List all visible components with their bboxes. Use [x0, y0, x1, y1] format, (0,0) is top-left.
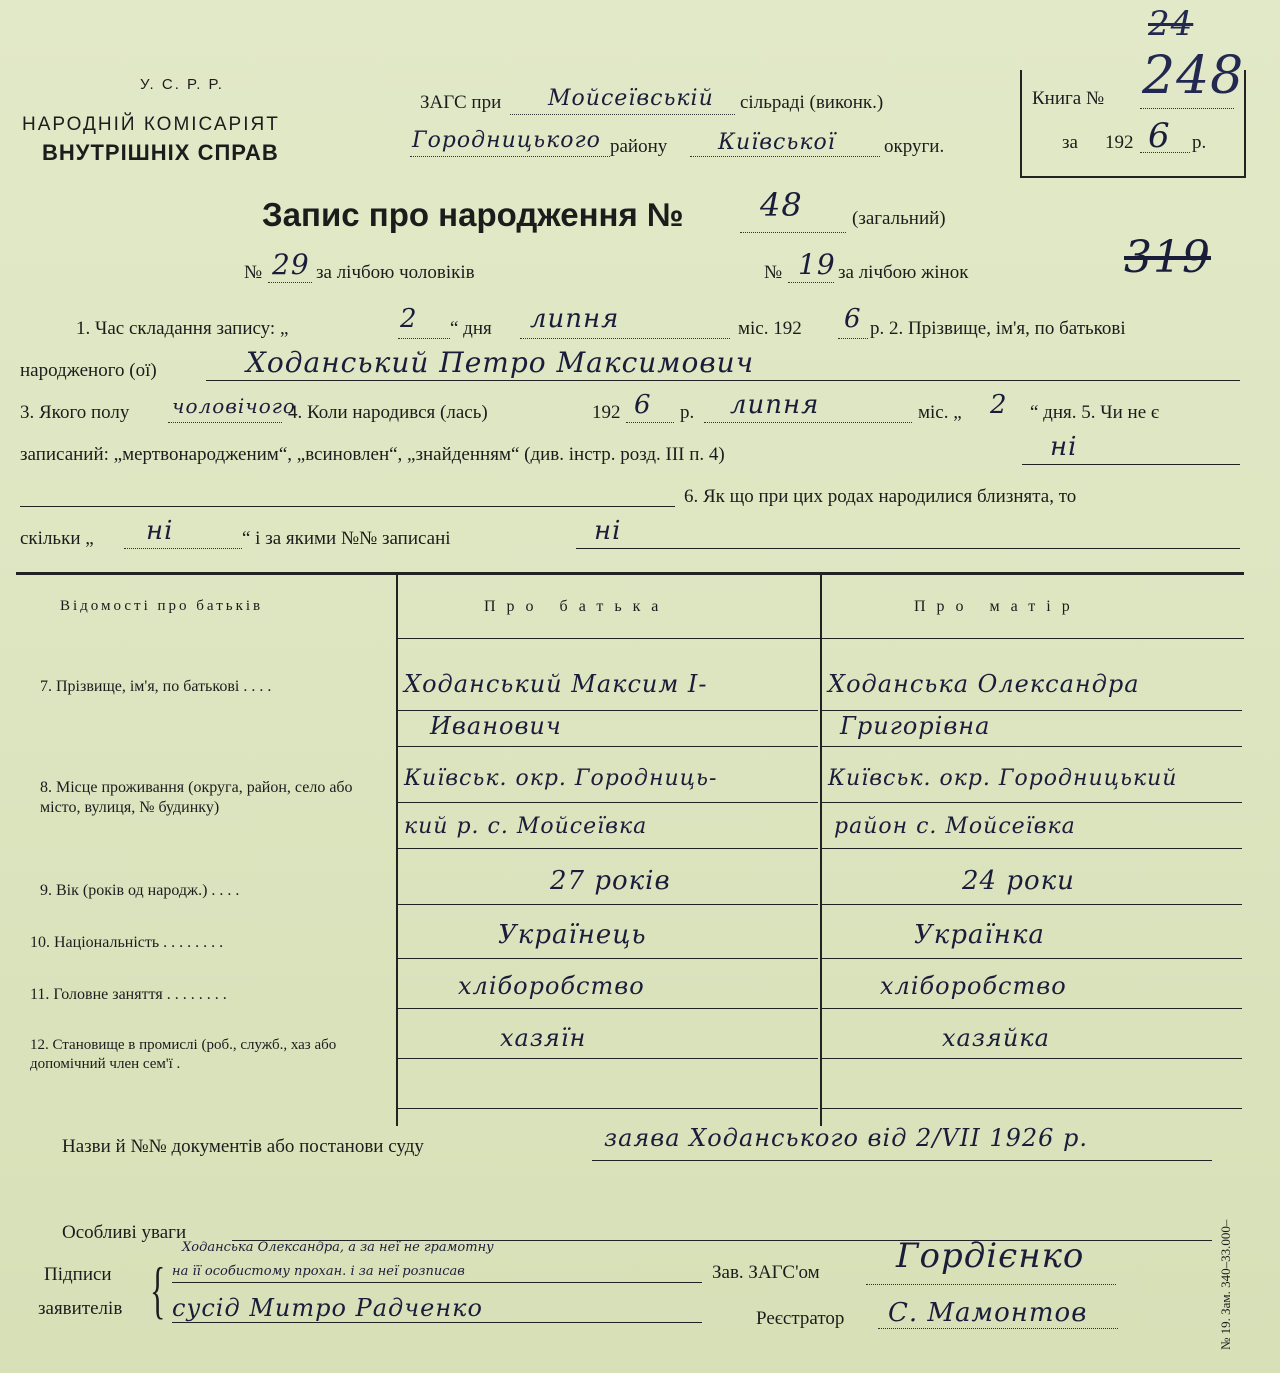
- row-11-mother-line: [822, 1008, 1242, 1009]
- book-dots: [1140, 108, 1234, 109]
- row-8-label: 8. Місце проживання (округа, район, село або місто, вулиця, № будинку): [40, 779, 353, 816]
- sex-label: 3. Якого полу: [20, 402, 130, 423]
- men-no: №: [244, 262, 263, 283]
- born-year-dots: [626, 422, 674, 423]
- row-8-father-line1: [398, 802, 818, 803]
- born-day: 2: [990, 390, 1008, 420]
- row-12-mother-line: [822, 1058, 1242, 1059]
- title-dots: [740, 232, 846, 233]
- child-name: Ходанський Петро Максимович: [246, 346, 755, 379]
- year-dots: [838, 338, 868, 339]
- silradi-label: сільраді (виконк.): [740, 92, 884, 113]
- stillborn-label: записаний: „мертвонародженим“, „всиновлен“, „знайденням“ (див. інстр. розд. III п. 4): [20, 444, 725, 465]
- row-7-mother-2: Григорівна: [840, 712, 991, 740]
- row-8-mother-line1: [822, 802, 1242, 803]
- day-dots: [398, 338, 450, 339]
- row-7-label: 7. Прізвище, ім'я, по батькові . . . .: [40, 678, 272, 695]
- row-12-father: хазяїн: [500, 1024, 587, 1052]
- born-year: 6: [634, 390, 652, 420]
- corner-struck-number: 319: [1124, 232, 1211, 283]
- docs-line: [592, 1160, 1212, 1161]
- row-7-mother-line2: [822, 746, 1242, 747]
- row-12-mother: хазяйка: [942, 1024, 1050, 1052]
- zags-value: Мойсеївській: [548, 86, 714, 111]
- zags-head-dots: [866, 1284, 1116, 1285]
- table-col-divider-1: [396, 574, 398, 1126]
- row-7-father-line1: [398, 710, 818, 711]
- record-title: Запис про народження №: [262, 196, 684, 233]
- row-11-mother: хліборобство: [880, 972, 1067, 1000]
- record-general: (загальний): [852, 208, 946, 229]
- applicants-label: заявителів: [38, 1298, 123, 1319]
- side-print: № 19. Зам. 340–33.000–: [1218, 1219, 1233, 1350]
- row-10-father: Українець: [498, 920, 647, 950]
- zags-dots: [510, 114, 735, 115]
- men-label: за лічбою чоловіків: [316, 262, 475, 283]
- row-8-mother-1: Київськ. окр. Городницький: [828, 766, 1178, 791]
- row-9-father: 27 років: [550, 866, 671, 896]
- ministry-subtitle: ВНУТРІШНІХ СПРАВ: [42, 140, 279, 165]
- row-extra-father-line: [398, 1108, 818, 1109]
- book-year-prefix: 192: [1105, 132, 1134, 153]
- women-dots: [788, 282, 834, 283]
- month-dots: [520, 338, 730, 339]
- child-line: [206, 380, 1240, 381]
- zags-head-signature: Гордієнко: [896, 1236, 1085, 1276]
- row-7-mother-1: Ходанська Олександра: [828, 670, 1140, 698]
- row-9-father-line: [398, 904, 818, 905]
- table-header-info: Відомості про батьків: [60, 598, 264, 614]
- row-7-father-line2: [398, 746, 818, 747]
- row-10-label: 10. Національність . . . . . . . .: [30, 934, 224, 951]
- record-number: 48: [760, 186, 803, 224]
- row-7-father-1: Ходанський Максим І-: [404, 670, 708, 698]
- registrar-label: Реєстратор: [756, 1308, 845, 1329]
- twins-count-label: скільки „: [20, 528, 94, 549]
- book-number-old: 24: [1148, 4, 1194, 44]
- table-header-mother: Про матір: [914, 598, 1081, 615]
- book-r: р.: [1192, 132, 1207, 153]
- row-12-father-line: [398, 1058, 818, 1059]
- row-8-mother-line2: [822, 848, 1242, 849]
- twins-nos-line: [576, 548, 1240, 549]
- women-count: 19: [798, 248, 836, 281]
- raion-dots: [410, 156, 610, 157]
- table-top-rule: [16, 572, 1244, 575]
- sign-label: Підписи: [44, 1264, 112, 1285]
- twins-count-dots: [124, 548, 242, 549]
- day-label: “ дня: [450, 318, 492, 339]
- born-month-label: міс. „: [918, 402, 962, 423]
- applicant-line-1: Ходанська Олександра, а за неї не грамотну: [182, 1240, 494, 1255]
- born-month: липня: [730, 390, 820, 420]
- zags-head-label: Зав. ЗАГС'ом: [712, 1262, 820, 1283]
- record-month: липня: [530, 304, 620, 334]
- row-7-father-2: Иванович: [430, 712, 562, 740]
- applicant-line-2: на її особистому прохан. і за неї розписав: [172, 1264, 465, 1279]
- ussr-label: У. С. Р. Р.: [140, 76, 224, 93]
- row-extra-mother-line: [822, 1108, 1242, 1109]
- men-count: 29: [272, 248, 310, 281]
- line5-rule: [20, 506, 675, 507]
- men-dots: [268, 282, 312, 283]
- name-label: р. 2. Прізвище, ім'я, по батькові: [870, 318, 1126, 339]
- book-year-suffix: 6: [1148, 116, 1171, 156]
- record-day: 2: [400, 304, 418, 334]
- applicant-line-rule-2: [172, 1322, 702, 1323]
- book-number: 248: [1142, 46, 1245, 106]
- born-r: р.: [680, 402, 695, 423]
- raion-label: району: [610, 136, 668, 157]
- stillborn-value: ні: [1050, 432, 1078, 462]
- row-8-mother-2: район с. Мойсеївка: [834, 814, 1076, 839]
- child-label: народженого (ої): [20, 360, 157, 381]
- row-7-mother-line1: [822, 710, 1242, 711]
- born-label: 4. Коли народився (лась): [288, 402, 488, 423]
- women-label: за лічбою жінок: [838, 262, 969, 283]
- okrug-dots: [690, 156, 880, 157]
- row-12-label: 12. Становище в промислі (роб., служб., хаз або допомічний член сем'ї .: [30, 1037, 337, 1072]
- registrar-signature: С. Мамонтов: [888, 1298, 1088, 1328]
- row-10-mother: Українка: [914, 920, 1045, 950]
- okrug-label: округи.: [884, 136, 945, 157]
- women-no: №: [764, 262, 783, 283]
- docs-value: заява Ходанського від 2/VII 1926 р.: [604, 1124, 1089, 1152]
- born-year-prefix: 192: [592, 402, 621, 423]
- table-col-divider-2: [820, 574, 822, 1126]
- row-10-mother-line: [822, 958, 1242, 959]
- sex-dots: [168, 422, 282, 423]
- row-9-mother-line: [822, 904, 1242, 905]
- twins-nos: ні: [594, 516, 622, 546]
- brace: {: [150, 1254, 166, 1325]
- okrug-value: Київської: [718, 130, 836, 155]
- row-8-father-1: Київськ. окр. Городниць-: [404, 766, 718, 791]
- row-8-father-2: кий р. с. Мойсеївка: [404, 814, 648, 839]
- stillborn-line: [1022, 464, 1240, 465]
- row-11-father: хліборобство: [458, 972, 645, 1000]
- book-za: за: [1062, 132, 1078, 153]
- raion-value: Городницького: [412, 128, 601, 153]
- twins-label: 6. Як що при цих родах народилися близнята, то: [684, 486, 1077, 507]
- record-year: 6: [844, 304, 862, 334]
- zags-prefix: ЗАГС при: [420, 92, 502, 113]
- twins-count: ні: [146, 516, 174, 546]
- applicant-signature: сусід Митро Радченко: [172, 1294, 483, 1322]
- row-11-label: 11. Головне заняття . . . . . . . .: [30, 986, 227, 1003]
- row-11-father-line: [398, 1008, 818, 1009]
- child-sex: чоловічого: [172, 394, 296, 418]
- table-header-father: Про батька: [484, 598, 670, 615]
- row-9-label: 9. Вік (років од народж.) . . . .: [40, 882, 240, 899]
- row-9-mother: 24 роки: [962, 866, 1075, 896]
- notes-label: Особливі уваги: [62, 1222, 187, 1243]
- born-day-label: “ дня. 5. Чи не є: [1030, 402, 1160, 423]
- twins-nos-label: “ і за якими №№ записані: [242, 528, 451, 549]
- docs-label: Назви й №№ документів або постанови суду: [62, 1136, 424, 1157]
- registrar-dots: [878, 1328, 1118, 1329]
- month-label: міс. 192: [738, 318, 802, 339]
- row-10-father-line: [398, 958, 818, 959]
- book-label: Книга №: [1032, 88, 1105, 109]
- ministry-label: НАРОДНІЙ КОМІСАРІЯТ: [22, 114, 280, 135]
- born-month-dots: [704, 422, 912, 423]
- row-8-father-line2: [398, 848, 818, 849]
- record-time-label: 1. Час складання запису: „: [76, 318, 289, 339]
- applicant-line-rule-1: [172, 1282, 702, 1283]
